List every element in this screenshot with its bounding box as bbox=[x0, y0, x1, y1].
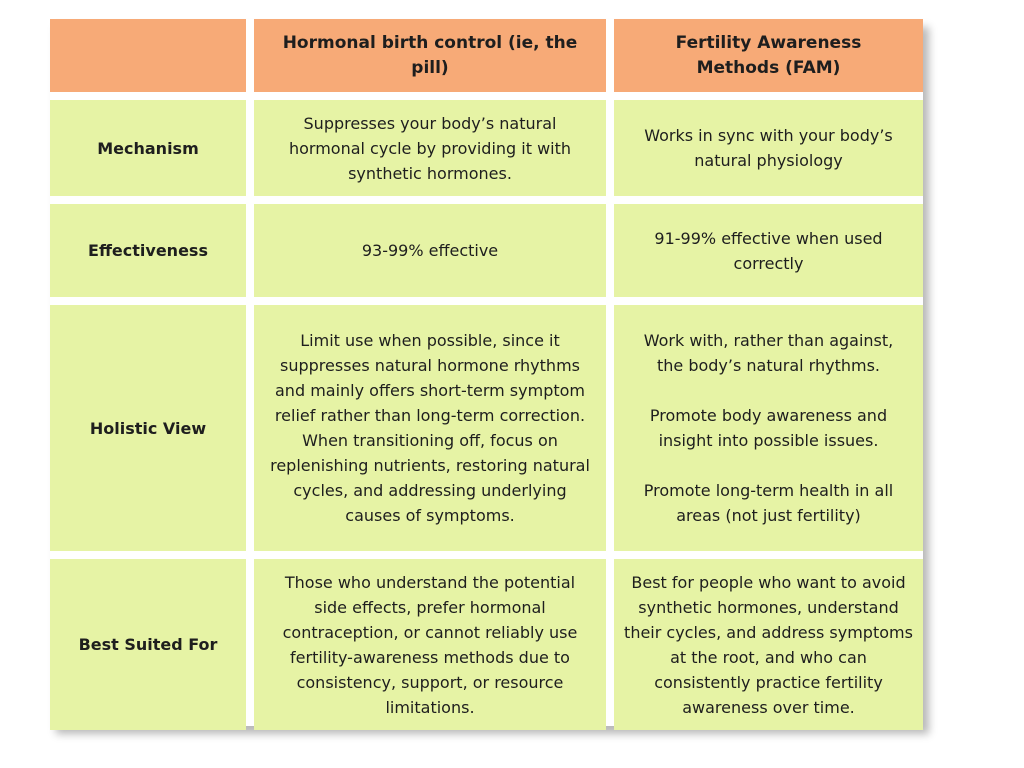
row-label-best-suited-for bbox=[50, 559, 246, 730]
holistic-fam-points bbox=[632, 328, 905, 528]
header-hormonal-label: Hormonal birth control (ie, the pill) bbox=[282, 32, 578, 78]
holistic-fam-cell bbox=[614, 305, 923, 551]
header-fam bbox=[614, 19, 923, 92]
effectiveness-fam-cell bbox=[614, 204, 923, 297]
row-label-text: Mechanism bbox=[97, 138, 199, 158]
row-label-text: Holistic View bbox=[89, 418, 207, 438]
header-hormonal bbox=[254, 19, 606, 92]
row-label-effectiveness bbox=[50, 204, 246, 297]
cell-text: Best for people who want to avoid synthetic hormones, understand their cycles, and address symptoms at the root, and who can consistently practice fertility awareness over time. bbox=[624, 572, 913, 717]
effectiveness-hormonal-cell bbox=[254, 204, 606, 297]
fam-point: Promote body awareness and insight into possible issues. bbox=[649, 406, 888, 450]
fam-point: Work with, rather than against, the body’s natural rhythms. bbox=[643, 331, 894, 375]
header-fam-label: Fertility Awareness Methods (FAM) bbox=[675, 32, 862, 78]
cell-text: 93-99% effective bbox=[361, 241, 499, 260]
row-label-text: Effectiveness bbox=[88, 241, 208, 260]
best-suited-hormonal-cell bbox=[254, 559, 606, 730]
holistic-hormonal-cell bbox=[254, 305, 606, 551]
row-label-holistic-view bbox=[50, 305, 246, 551]
best-suited-fam-cell bbox=[614, 559, 923, 730]
cell-text: Suppresses your body’s natural hormonal cycle by providing it with synthetic hormones. bbox=[288, 113, 572, 183]
cell-text: Those who understand the potential side effects, prefer hormonal contraception, or cannot reliably use fertility-awareness methods due to consistency, support, or resource limitations. bbox=[282, 572, 578, 717]
mechanism-fam-cell bbox=[614, 100, 923, 196]
row-label-text: Best Suited For bbox=[78, 635, 218, 654]
fam-point: Promote long-term health in all areas (not just fertility) bbox=[643, 481, 894, 525]
table-grid bbox=[50, 19, 923, 726]
cell-text: 91-99% effective when used correctly bbox=[654, 228, 883, 273]
cell-text: Limit use when possible, since it suppresses natural hormone rhythms and mainly offers short-term symptom relief rather than long-term correction. When transitioning off, focus on replenishing nutrients, restoring natural cycles, and addressing underlying causes of symptoms. bbox=[270, 331, 590, 525]
comparison-table bbox=[50, 19, 923, 726]
mechanism-hormonal-cell bbox=[254, 100, 606, 196]
cell-text: Works in sync with your body’s natural physiology bbox=[644, 126, 893, 170]
row-label-mechanism bbox=[50, 100, 246, 196]
header-empty-cell bbox=[50, 19, 246, 92]
